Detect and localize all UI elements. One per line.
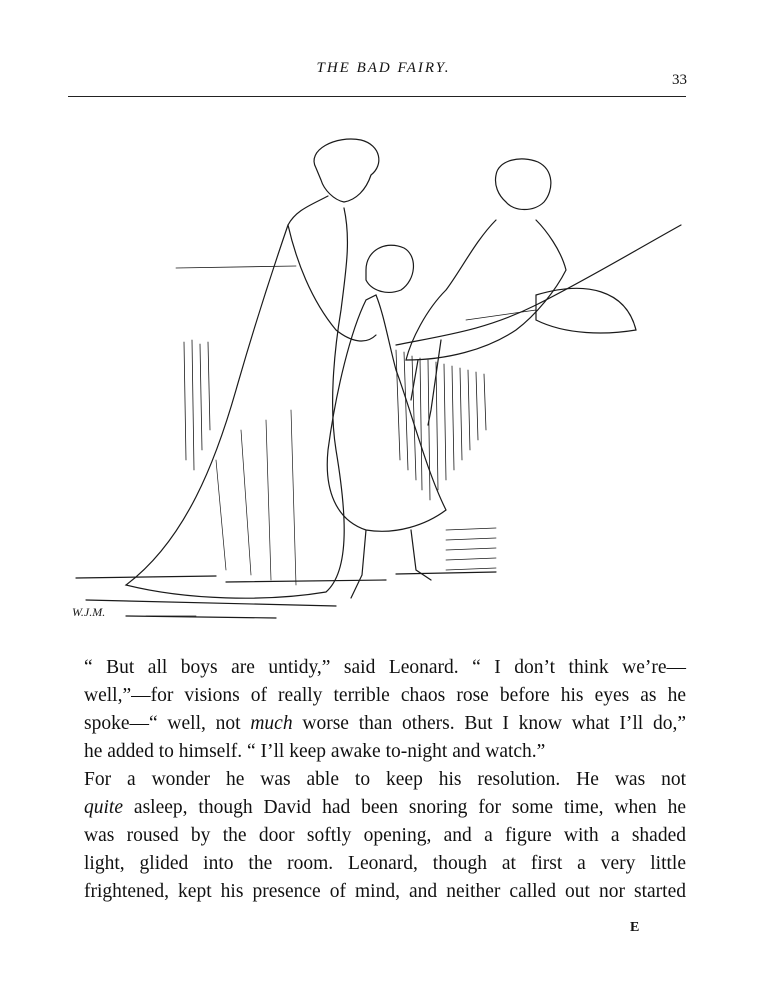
text-fragment: spoke—“ well, not <box>84 713 251 734</box>
text-line: well,”—for visions of really terrible chaos rose before his eyes as he <box>84 685 686 706</box>
running-header-title: THE BAD FAIRY. <box>316 60 451 76</box>
signature-mark: E <box>630 920 640 935</box>
header-rule <box>68 96 686 97</box>
text-line: frightened, kept his presence of mind, and neither called out nor started <box>84 881 686 902</box>
text-line: he added to himself. “ I’ll keep awake to-night and watch.” <box>84 741 546 762</box>
emphasis: much <box>250 713 293 734</box>
text-fragment: asleep, though David had been snoring for some time, when he <box>123 797 686 818</box>
text-line: “ But all boys are untidy,” said Leonard. “ I don’t think we’re— <box>84 657 686 678</box>
text-line <box>84 794 686 822</box>
text-line: was roused by the door softly opening, and a figure with a shaded <box>84 825 686 846</box>
illustration <box>66 130 706 630</box>
text-line: light, glided into the room. Leonard, though at first a very little <box>84 853 686 874</box>
body-text <box>84 654 686 906</box>
page-number: 33 <box>672 72 687 88</box>
text-line <box>84 710 686 738</box>
emphasis: quite <box>84 797 123 818</box>
text-line: For a wonder he was able to keep his resolution. He was not <box>84 769 686 790</box>
text-fragment: worse than others. But I know what I’ll do,” <box>292 713 686 734</box>
illustrator-initials: W.J.M. <box>72 605 106 619</box>
